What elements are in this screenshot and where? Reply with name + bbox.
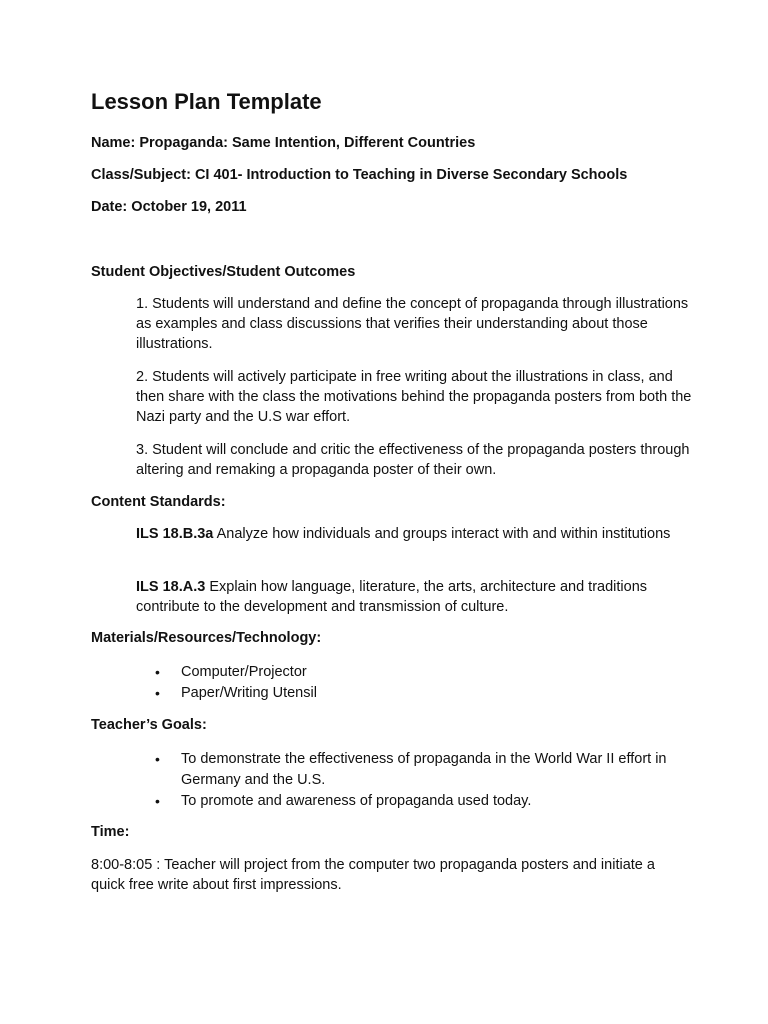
goal-label: To demonstrate the effectiveness of propaganda in the World War II effort in Germany and the U.S.	[181, 751, 667, 788]
objective-item: 3. Student will conclude and critic the effectiveness of the propaganda posters through altering and remaking a propaganda poster of their own.	[136, 442, 690, 478]
objective-item: 1. Students will understand and define the concept of propaganda through illustrations as examples and class discussions that verifies their understanding about those illustrations.	[136, 296, 689, 352]
list-item	[155, 662, 695, 683]
bullet-icon: •	[155, 793, 160, 809]
list-item	[155, 791, 695, 812]
goals-list	[155, 749, 695, 812]
material-label: Paper/Writing Utensil	[181, 685, 317, 701]
standards-heading: Content Standards:	[91, 494, 226, 510]
standard-text: Explain how language, literature, the arts, architecture and traditions contribute to the development and transmission of culture.	[136, 579, 648, 615]
goal-label: To promote and awareness of propaganda used today.	[181, 793, 532, 809]
time-entry: 8:00-8:05 : Teacher will project from the computer two propaganda posters and initiate a quick free write about first impressions.	[91, 857, 655, 893]
bullet-icon: •	[155, 685, 160, 701]
list-item	[155, 683, 695, 704]
standard-text: Analyze how individuals and groups interact with and within institutions	[213, 526, 671, 542]
standard-code: ILS 18.B.3a	[136, 526, 214, 542]
goals-heading: Teacher’s Goals:	[91, 717, 207, 733]
objective-item: 2. Students will actively participate in free writing about the illustrations in class, and then share with the class the motivations behind the propaganda posters from both the Nazi party and the U.S war effort.	[136, 369, 692, 425]
bullet-icon: •	[155, 664, 160, 680]
lesson-date: Date: October 19, 2011	[91, 199, 247, 215]
standard-code: ILS 18.A.3	[136, 579, 206, 595]
material-label: Computer/Projector	[181, 664, 307, 680]
materials-heading: Materials/Resources/Technology:	[91, 630, 322, 646]
time-heading: Time:	[91, 824, 130, 840]
lesson-name: Name: Propaganda: Same Intention, Different Countries	[91, 135, 476, 151]
materials-list	[155, 662, 695, 704]
document-title: Lesson Plan Template	[91, 89, 322, 114]
standard-item	[136, 577, 696, 617]
standard-item	[136, 524, 696, 544]
class-subject: Class/Subject: CI 401- Introduction to Teaching in Diverse Secondary Schools	[91, 167, 628, 183]
list-item	[155, 749, 695, 791]
bullet-icon: •	[155, 751, 160, 767]
objectives-heading: Student Objectives/Student Outcomes	[91, 264, 356, 280]
